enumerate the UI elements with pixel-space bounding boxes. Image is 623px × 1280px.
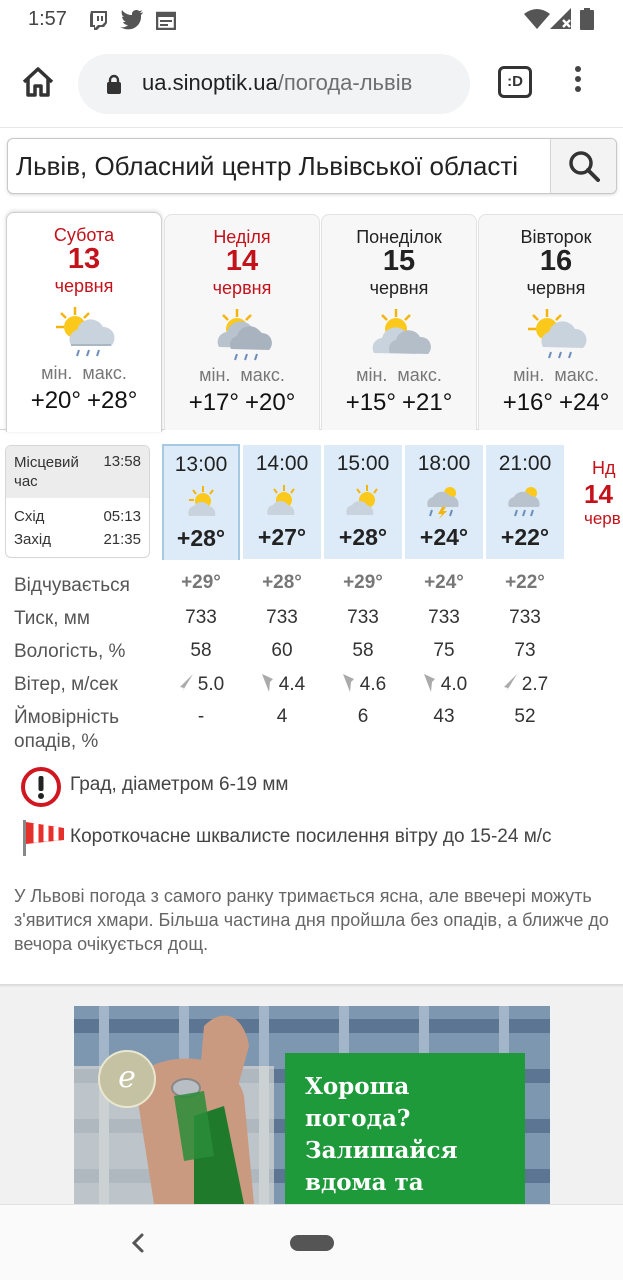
partly-cloudy-icon: [368, 305, 434, 365]
url-domain: ua.sinoptik.ua: [142, 70, 278, 95]
sunrise-time: 05:13: [103, 508, 141, 525]
day-number: 14: [225, 245, 259, 277]
weather-description: У Львові погода з самого ранку тримається ясна, але ввечері можуть з'явитися хмари. Більша частина дня пройшла без опадів, а ближче до вечора очікується дощ.: [14, 886, 609, 954]
precip-value: 6: [357, 706, 369, 727]
max-temp: +28°: [87, 387, 138, 414]
browser-toolbar: [0, 40, 623, 128]
ad-headline: Хороша погода? Залишайся вдома та: [305, 1073, 458, 1196]
day-name: Вівторок: [520, 227, 592, 247]
local-time: 13:58: [103, 453, 141, 470]
alert-text: Град, діаметром 6-19 мм: [70, 774, 289, 795]
wind-direction-icon: [421, 673, 437, 693]
next-day-number: 14: [584, 479, 613, 509]
feel-value: +29°: [181, 572, 221, 593]
humidity-value: 58: [352, 640, 374, 661]
url-path: /погода-львів: [277, 70, 413, 95]
pressure-value: 733: [509, 607, 541, 628]
wind-value: [162, 673, 240, 696]
wifi-icon: [524, 8, 550, 30]
day-month: червня: [212, 278, 272, 298]
hour-temp: +27°: [257, 524, 307, 550]
max-label: макс.: [397, 365, 442, 385]
home-gesture-pill[interactable]: [290, 1235, 334, 1251]
partly-cloudy-rain-icon: [211, 305, 277, 365]
max-temp: +24°: [559, 389, 610, 416]
sunrise-label: Схід: [14, 508, 45, 525]
thunderstorm-icon: [424, 483, 464, 519]
day-name: Неділя: [213, 227, 271, 247]
signal-icon: [550, 8, 572, 30]
wind-value: [324, 673, 402, 696]
precip-value: 52: [514, 706, 536, 727]
humidity-value: 60: [271, 640, 293, 661]
sunset-label: Захід: [14, 531, 51, 548]
twitch-icon: [88, 10, 108, 30]
humidity-value: 75: [433, 640, 455, 661]
search-button[interactable]: [550, 139, 616, 193]
hour-column[interactable]: [486, 445, 564, 559]
overflow-menu-icon[interactable]: [566, 62, 590, 102]
min-label: мін.: [199, 365, 231, 385]
wind-speed: 4.6: [359, 674, 387, 695]
pressure-value: 733: [185, 607, 217, 628]
city-search: [7, 138, 617, 194]
day-name: Субота: [53, 225, 115, 245]
lock-icon: [106, 74, 122, 94]
max-label: макс.: [240, 365, 285, 385]
day-tab-sunday[interactable]: [164, 214, 320, 430]
wind-value: [243, 673, 321, 696]
day-tabs: [0, 208, 623, 430]
hour-time: 14:00: [255, 452, 309, 475]
day-number: 13: [67, 243, 101, 275]
precip-value: 4: [276, 706, 288, 727]
day-month: червня: [526, 278, 586, 298]
system-nav-bar: [0, 1204, 623, 1280]
pressure-value: 733: [428, 607, 460, 628]
feel-value: +29°: [343, 572, 383, 593]
precip-value: -: [197, 706, 205, 727]
hour-time: 15:00: [336, 452, 390, 475]
next-day-peek[interactable]: [584, 458, 623, 529]
wind-direction-icon: [178, 673, 194, 693]
feel-label: Відчувається: [14, 575, 130, 596]
feel-value: +24°: [424, 572, 464, 593]
humidity-label: Вологість, %: [14, 641, 126, 662]
max-temp: +21°: [402, 389, 453, 416]
humidity-value: 58: [190, 640, 212, 661]
precip-value: 43: [433, 706, 455, 727]
address-bar[interactable]: [78, 54, 470, 114]
feel-value: +28°: [262, 572, 302, 593]
next-day-month: черв: [584, 509, 621, 528]
wind-value: [405, 673, 483, 696]
back-icon[interactable]: [128, 1231, 148, 1255]
sun-cloud-icon: [183, 484, 223, 520]
hour-column[interactable]: [324, 445, 402, 559]
wind-speed: 4.4: [278, 674, 306, 695]
min-temp: +16°: [502, 389, 553, 416]
battery-icon: [580, 8, 594, 30]
hour-temp: +24°: [419, 524, 469, 550]
min-temp: +17°: [188, 389, 239, 416]
wind-direction-icon: [259, 673, 275, 693]
home-icon[interactable]: [20, 64, 56, 100]
min-temp: +15°: [345, 389, 396, 416]
twitter-icon: [120, 10, 144, 30]
tab-switcher-button[interactable]: :D: [498, 66, 532, 98]
wind-direction-icon: [340, 673, 356, 693]
hour-time: 18:00: [417, 452, 471, 475]
hour-temp: +28°: [176, 525, 226, 551]
sunset-time: 21:35: [103, 531, 141, 548]
partly-cloudy-rain-icon: [53, 303, 119, 363]
warning-icon: [20, 766, 62, 808]
max-label: макс.: [554, 365, 599, 385]
sun-cloud-icon: [343, 483, 383, 519]
pressure-value: 733: [347, 607, 379, 628]
day-number: 16: [539, 245, 573, 277]
calendar-icon: [156, 10, 176, 30]
hour-time: 13:00: [174, 453, 228, 476]
pressure-value: 733: [266, 607, 298, 628]
min-label: мін.: [513, 365, 545, 385]
status-time: 1:57: [28, 8, 67, 30]
rain-cloud-icon: [505, 483, 545, 519]
max-label: макс.: [82, 363, 127, 383]
local-time-label: Місцевий час: [14, 453, 106, 491]
wind-value: [486, 673, 564, 696]
hour-column[interactable]: [243, 445, 321, 559]
day-month: червня: [54, 276, 114, 296]
min-temp: +20°: [30, 387, 81, 414]
windsock-icon: [20, 818, 66, 856]
search-icon: [568, 150, 600, 182]
day-tab-saturday[interactable]: [6, 212, 162, 432]
wind-speed: 5.0: [197, 674, 225, 695]
day-month: червня: [369, 278, 429, 298]
humidity-value: 73: [514, 640, 536, 661]
wind-speed: 4.0: [440, 674, 468, 695]
pressure-label: Тиск, мм: [14, 608, 90, 629]
sun-info-box: [5, 445, 150, 558]
feel-value: +22°: [505, 572, 545, 593]
city-search-input[interactable]: [8, 139, 550, 193]
ad-green-panel: [285, 1053, 525, 1204]
hour-time: 21:00: [498, 452, 552, 475]
hour-temp: +22°: [500, 524, 550, 550]
ad-banner[interactable]: [74, 1006, 550, 1204]
hour-column[interactable]: [405, 445, 483, 559]
precip-label: Ймовірність опадів, %: [14, 707, 119, 752]
max-temp: +20°: [245, 389, 296, 416]
day-tab-monday[interactable]: [321, 214, 477, 430]
url-text: [142, 70, 412, 96]
alert-text: Короткочасне шквалисте посилення вітру до 15-24 м/с: [70, 826, 552, 847]
partly-cloudy-rain-icon: [525, 305, 591, 365]
min-label: мін.: [41, 363, 73, 383]
ad-logo: e: [98, 1050, 156, 1108]
day-name: Понеділок: [356, 227, 442, 247]
min-label: мін.: [356, 365, 388, 385]
day-number: 15: [382, 245, 416, 277]
status-bar: [0, 0, 623, 40]
wind-label: Вітер, м/сек: [14, 674, 118, 695]
wind-speed: 2.7: [521, 674, 549, 695]
wind-direction-icon: [502, 673, 518, 693]
next-day-abbr: Нд: [592, 458, 616, 478]
day-tab-tuesday[interactable]: [478, 214, 623, 430]
hour-temp: +28°: [338, 524, 388, 550]
sun-cloud-icon: [262, 483, 302, 519]
